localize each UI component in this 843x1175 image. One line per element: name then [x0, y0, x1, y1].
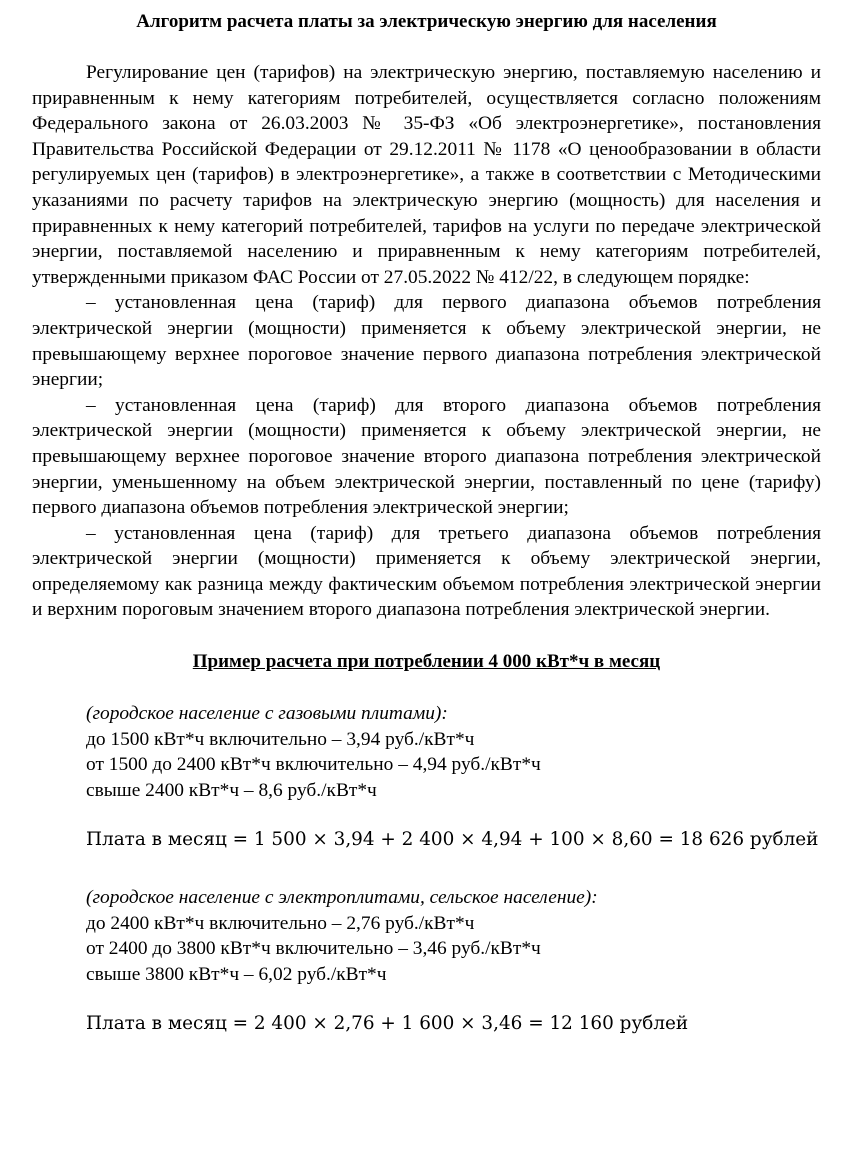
- list-item-first-range: – установленная цена (тариф) для первого диапазона объемов потребления электрической энергии (мощности) применяется к объему электрической энергии, не превышающему верхнее пороговое значение первого диапазона потребления электрической энергии;: [32, 292, 821, 391]
- document-body: [32, 60, 821, 623]
- payment-formula: Плата в месяц = 1 500 × 3,94 + 2 400 × 4,94 + 100 × 8,60 = 18 626 рублей: [86, 829, 819, 851]
- intro-paragraph: Регулирование цен (тарифов) на электрическую энергию, поставляемую населению и приравненным к нему категориям потребителей, осуществляется согласно положениям Федерального закона от 26.03.2003 № 35-ФЗ «Об электроэнергетике», постановления Правительства Российской Федерации от 29.12.2011 № 1178 «О ценообразовании в области регулируемых цен (тарифов) в электроэнергетике», а также в соответствии с Методическими указаниями по расчету тарифов на электрическую энергию (мощность) для населения и приравненных к нему категорий потребителей, тарифов на услуги по передаче электрической энергии, поставляемой населению и приравненным к нему категориям потребителей, утвержденными приказом ФАС России от 27.05.2022 № 412/22, в следующем порядке:: [32, 62, 821, 288]
- tariff-line: до 2400 кВт*ч включительно – 2,76 руб./кВт*ч: [86, 912, 475, 934]
- example-title: Пример расчета при потреблении 4 000 кВт*ч в месяц: [192, 651, 661, 673]
- example-note: (городское население с электроплитами, сельское население):: [86, 887, 598, 909]
- list-item-third-range: – установленная цена (тариф) для третьего диапазона объемов потребления электрической энергии (мощности) применяется к объему электрической энергии, определяемому как разница между фактическим объемом потребления электрической энергии и верхним пороговым значением второго диапазона потребления электрической энергии.: [32, 522, 821, 621]
- tariff-line: свыше 2400 кВт*ч – 8,6 руб./кВт*ч: [86, 779, 377, 801]
- document-page: [32, 10, 821, 1037]
- example-gas-stoves: [86, 701, 821, 853]
- tariff-line: до 1500 кВт*ч включительно – 3,94 руб./кВт*ч: [86, 728, 475, 750]
- document-title: Алгоритм расчета платы за электрическую энергию для населения: [136, 11, 717, 32]
- tariff-line: от 2400 до 3800 кВт*ч включительно – 3,46 руб./кВт*ч: [86, 938, 541, 960]
- tariff-line: свыше 3800 кВт*ч – 6,02 руб./кВт*ч: [86, 963, 387, 985]
- list-item-second-range: – установленная цена (тариф) для второго диапазона объемов потребления электрической энергии (мощности) применяется к объему электрической энергии, не превышающему верхнее пороговое значение второго диапазона потребления электрической энергии, уменьшенному на объем электрической энергии, поставленный по цене (тарифу) первого диапазона объемов потребления электрической энергии;: [32, 394, 821, 519]
- example-electric-stoves: [86, 885, 821, 1037]
- example-note: (городское население с газовыми плитами):: [86, 703, 448, 725]
- payment-formula: Плата в месяц = 2 400 × 2,76 + 1 600 × 3,46 = 12 160 рублей: [86, 1013, 689, 1035]
- tariff-line: от 1500 до 2400 кВт*ч включительно – 4,94 руб./кВт*ч: [86, 754, 541, 776]
